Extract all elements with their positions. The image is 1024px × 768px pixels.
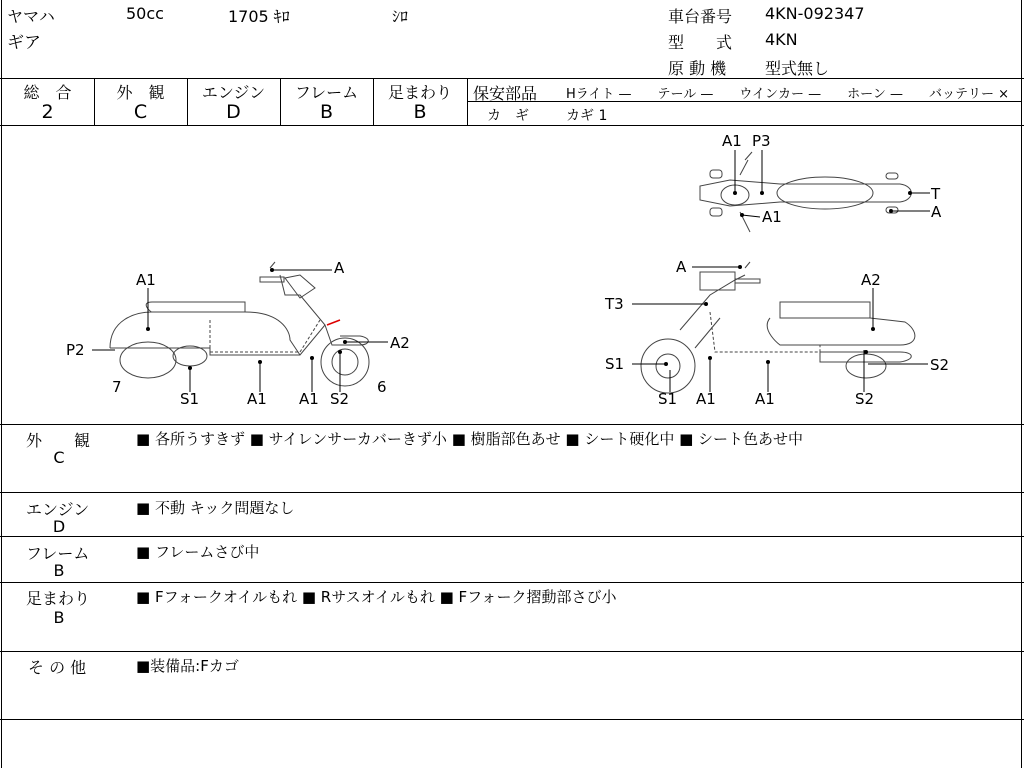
engine-type-label: 原 動 機 [668, 59, 727, 78]
grade-header-exterior: 外 観 [116, 83, 165, 102]
section-label: そ の 他 [28, 658, 87, 677]
section-divider-0 [0, 424, 1024, 425]
grade-exterior: C [133, 101, 148, 123]
grade-header-engine: エンジン [201, 83, 266, 102]
diagram-label: A1 [247, 390, 267, 408]
key-value: カギ 1 [566, 108, 608, 124]
section-notes: ■ 各所うすきず ■ サイレンサーカバーきず小 ■ 樹脂部色あせ ■ シート硬化中 ■ シート色あせ中 [136, 430, 804, 448]
displacement: 50cc [126, 4, 164, 23]
diagram-label: T [931, 185, 941, 203]
grade-frame: B [319, 101, 334, 123]
section-label: フレーム [26, 544, 90, 563]
color: ｼﾛ [392, 7, 409, 26]
diagram-label: 6 [377, 378, 387, 396]
type-value: 4KN [765, 30, 798, 49]
type-label: 型 式 [668, 33, 733, 52]
diagram-label: T3 [605, 295, 624, 313]
diagram-label: A [676, 258, 687, 276]
diagram-label: A [931, 203, 942, 221]
grade-engine: D [226, 101, 241, 123]
diagram-label: S2 [930, 356, 950, 374]
engine-type-value: 型式無し [765, 59, 830, 78]
frame-no: 4KN-092347 [765, 4, 865, 23]
section-notes: ■ フレームさび中 [136, 543, 260, 561]
diagram-label: S2 [855, 390, 875, 408]
key-label: カ ギ [487, 108, 529, 124]
scooter-top-view [700, 152, 911, 232]
section-divider-3 [0, 582, 1024, 583]
diagram-label: A [334, 259, 345, 277]
section-notes: ■装備品:Fカゴ [136, 657, 239, 675]
model-name: ギア [7, 33, 41, 53]
diagram-label: S2 [330, 390, 350, 408]
grade-divider-5 [467, 78, 468, 125]
section-label: エンジン [26, 500, 90, 519]
grade-suspension: B [413, 101, 427, 123]
diagram-label: A1 [755, 390, 775, 408]
section-divider-4 [0, 651, 1024, 652]
section-grade: C [53, 448, 65, 467]
diagram-label: A2 [861, 271, 881, 289]
maker: ヤマハ [7, 7, 55, 26]
grade-total: 2 [41, 101, 54, 123]
section-divider-5 [0, 719, 1024, 720]
section-label: 足まわり [26, 589, 91, 608]
damage-diagram [0, 126, 1024, 424]
section-divider-1 [0, 492, 1024, 493]
diagram-label: A1 [762, 208, 782, 226]
diagram-label: A1 [722, 132, 742, 150]
frame-no-label: 車台番号 [668, 7, 733, 26]
diagram-label: P2 [66, 341, 85, 359]
section-notes: ■ 不動 キック問題なし [136, 499, 295, 517]
section-notes: ■ Fフォークオイルもれ ■ Rサスオイルもれ ■ Fフォーク摺動部さび小 [136, 588, 617, 606]
diagram-label: S1 [605, 355, 625, 373]
section-divider-2 [0, 536, 1024, 537]
diagram-label: S1 [180, 390, 200, 408]
diagram-label: A2 [390, 334, 410, 352]
damage-mark-red [327, 320, 340, 325]
mileage: 1705 ｷﾛ [228, 7, 290, 26]
section-label: 外 観 [26, 431, 91, 450]
section-grade: B [53, 561, 65, 580]
grade-table-top [0, 78, 1024, 79]
section-grade: D [52, 517, 66, 536]
safety-items: Hライト — テール — ウインカー — ホーン — バッテリー × [566, 87, 1010, 102]
diagram-label: A1 [696, 390, 716, 408]
safety-label: 保安部品 [473, 84, 538, 103]
grade-header-frame: フレーム [294, 83, 359, 102]
grade-header-total: 総 合 [23, 83, 72, 102]
grade-header-suspension: 足まわり [387, 83, 452, 102]
diagram-label: A1 [136, 271, 156, 289]
section-grade: B [53, 608, 65, 627]
diagram-label: P3 [752, 132, 771, 150]
diagram-label: 7 [112, 378, 122, 396]
diagram-label: A1 [299, 390, 319, 408]
diagram-label: S1 [658, 390, 678, 408]
